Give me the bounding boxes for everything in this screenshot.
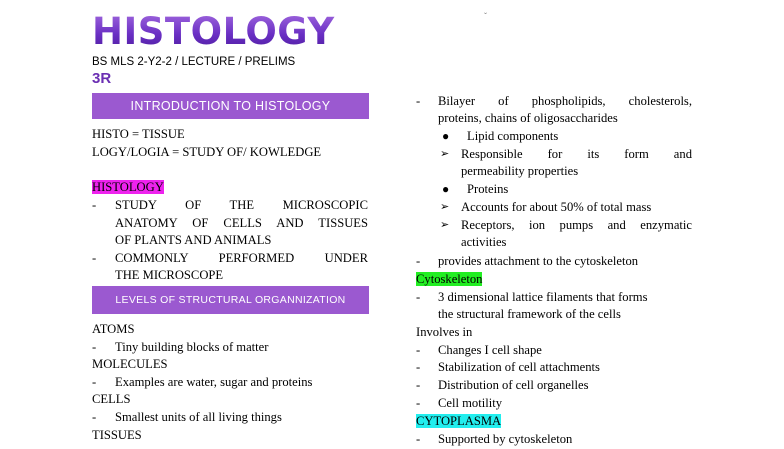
cytoskeleton-desc-line-2: the structural framework of the cells [438, 307, 621, 321]
bullet-dash: - [416, 396, 421, 410]
provides-attachment: provides attachment to the cytoskeleton [438, 254, 639, 268]
bullet-dash: - [92, 198, 97, 212]
definition-histo: HISTO = TISSUE [92, 127, 185, 141]
bullet-dash: - [416, 343, 421, 357]
level-atoms-desc: Tiny building blocks of matter [115, 340, 269, 354]
section-band-intro: INTRODUCTION TO HISTOLOGY [92, 93, 369, 119]
bilayer-line-1: Bilayer of phospholipids, cholesterols, [438, 94, 692, 108]
bullet-dash: - [416, 432, 421, 446]
bullet-arrow-icon: ➢ [440, 201, 450, 213]
cytoplasma-heading: CYTOPLASMA [416, 414, 502, 428]
course-line: BS MLS 2-Y2-2 / LECTURE / PRELIMS [92, 56, 296, 68]
level-tissues: TISSUES [92, 428, 142, 442]
proteins: Proteins [467, 182, 509, 196]
cytoskeleton-heading: Cytoskeleton [416, 272, 483, 286]
histology-point-2-line-1: COMMONLY PERFORMED UNDER [115, 251, 368, 265]
supported-by-cytoskeleton: Supported by cytoskeleton [438, 432, 573, 446]
involves-item-3: Distribution of cell organelles [438, 378, 589, 392]
section-code: 3R [92, 70, 112, 87]
bullet-dash: - [416, 290, 421, 304]
cytoskeleton-desc-line-1: 3 dimensional lattice filaments that forms [438, 290, 648, 304]
bullet-dot: ● [442, 182, 450, 196]
receptors-line-1: Receptors, ion pumps and enzymatic [461, 218, 692, 232]
lipid-components: Lipid components [467, 129, 559, 143]
bullet-dash: - [92, 340, 97, 354]
section-band-levels: LEVELS OF STRUCTURAL ORGANNIZATION [92, 286, 369, 314]
bullet-arrow-icon: ➢ [440, 219, 450, 231]
bullet-dash: - [416, 94, 421, 108]
level-molecules-desc: Examples are water, sugar and proteins [115, 375, 313, 389]
involves-item-2: Stabilization of cell attachments [438, 360, 600, 374]
histology-heading: HISTOLOGY [92, 180, 164, 194]
bullet-arrow-icon: ➢ [440, 148, 450, 160]
bullet-dash: - [416, 360, 421, 374]
involves-item-4: Cell motility [438, 396, 503, 410]
level-cells: CELLS [92, 392, 131, 406]
responsible-line-2: permeability properties [461, 164, 579, 178]
page-title: HISTOLOGY [92, 10, 335, 53]
bullet-dash: - [92, 410, 97, 424]
receptors-line-2: activities [461, 235, 507, 249]
level-molecules: MOLECULES [92, 357, 168, 371]
histology-point-1-line-1: STUDY OF THE MICROSCOPIC [115, 198, 368, 212]
definition-logy: LOGY/LOGIA = STUDY OF/ KOWLEDGE [92, 145, 322, 159]
bullet-dot: ● [442, 129, 450, 143]
stray-mark: ˇ [484, 11, 487, 21]
involves-item-1: Changes I cell shape [438, 343, 542, 357]
involves-in: Involves in [416, 325, 473, 339]
bullet-dash: - [416, 378, 421, 392]
bullet-dash: - [92, 375, 97, 389]
histology-point-1-line-3: OF PLANTS AND ANIMALS [115, 233, 272, 247]
bullet-dash: - [416, 254, 421, 268]
level-atoms: ATOMS [92, 322, 135, 336]
histology-point-2-line-2: THE MICROSCOPE [115, 268, 224, 282]
bilayer-line-2: proteins, chains of oligosaccharides [438, 111, 618, 125]
bullet-dash: - [92, 251, 97, 265]
accounts-mass: Accounts for about 50% of total mass [461, 200, 652, 214]
level-cells-desc: Smallest units of all living things [115, 410, 282, 424]
histology-point-1-line-2: ANATOMY OF CELLS AND TISSUES [115, 216, 368, 230]
responsible-line-1: Responsible for its form and [461, 147, 692, 161]
